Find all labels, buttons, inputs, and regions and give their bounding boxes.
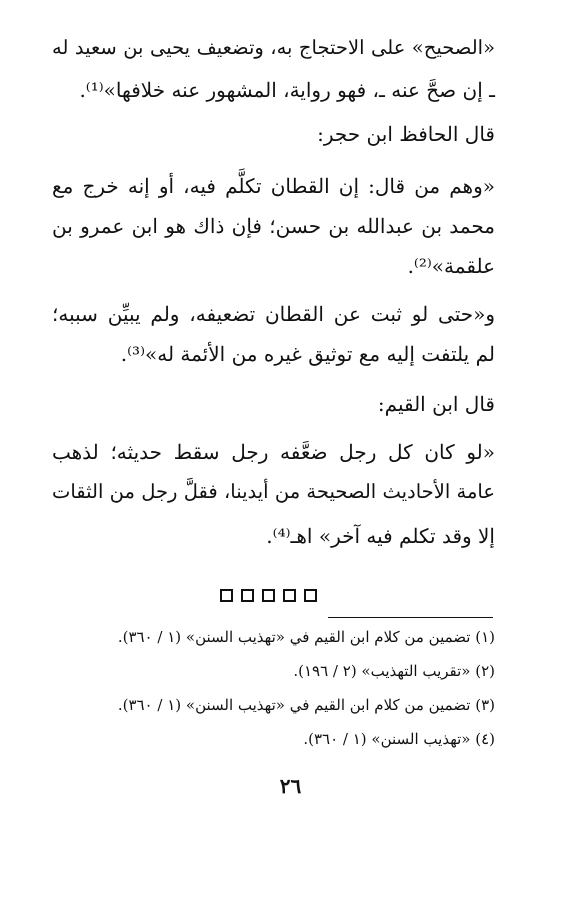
separator-square (220, 589, 233, 602)
body-line-5: محمد بن عبدالله بن حسن؛ فإن ذاك هو ابن عمرو بن (52, 214, 495, 238)
footnote-4: (٤) «تهذيب السنن» (١ / ٣٦٠). (303, 730, 495, 748)
body-line-6: علقمة»⁽²⁾. (407, 254, 495, 278)
footnote-3: (٣) تضمين من كلام ابن القيم في «تهذيب السنن» (١ / ٣٦٠). (117, 696, 495, 714)
separator-square (241, 589, 254, 602)
page-number: ٢٦ (279, 774, 302, 798)
separator-square (262, 589, 275, 602)
body-line-4: «وهم من قال: إن القطان تكلَّم فيه، أو إنه خرج مع (52, 174, 495, 198)
body-line-3: قال الحافظ ابن حجر: (317, 122, 495, 146)
separator-square (304, 589, 317, 602)
body-line-7: و«حتى لو ثبت عن القطان تضعيفه، ولم يبيِّن سببه؛ (52, 302, 495, 326)
separator-square (283, 589, 296, 602)
footnote-2: (٢) «تقريب التهذيب» (٢ / ١٩٦). (293, 662, 495, 680)
body-line-9: قال ابن القيم: (377, 392, 495, 416)
body-line-8: لم يلتفت إليه مع توثيق غيره من الأئمة له»⁽³⁾. (120, 342, 495, 366)
section-separator (220, 585, 330, 605)
body-line-12: إلا وقد تكلم فيه آخر» اهـ⁽⁴⁾. (266, 524, 495, 548)
footnote-1: (١) تضمين من كلام ابن القيم في «تهذيب السنن» (١ / ٣٦٠). (117, 628, 495, 646)
body-line-2: ـ إن صحَّ عنه ـ، فهو رواية، المشهور عنه خلافها»⁽¹⁾. (79, 78, 495, 102)
body-line-1: «الصحيح» على الاحتجاج به، وتضعيف يحيى بن سعيد له (52, 36, 495, 59)
footnote-rule (328, 617, 493, 618)
body-line-11: عامة الأحاديث الصحيحة من أيدينا، فقلَّ رجل من الثقات (52, 480, 495, 503)
body-line-10: «لو كان كل رجل ضعَّفه رجل سقط حديثه؛ لذهب (52, 440, 495, 464)
